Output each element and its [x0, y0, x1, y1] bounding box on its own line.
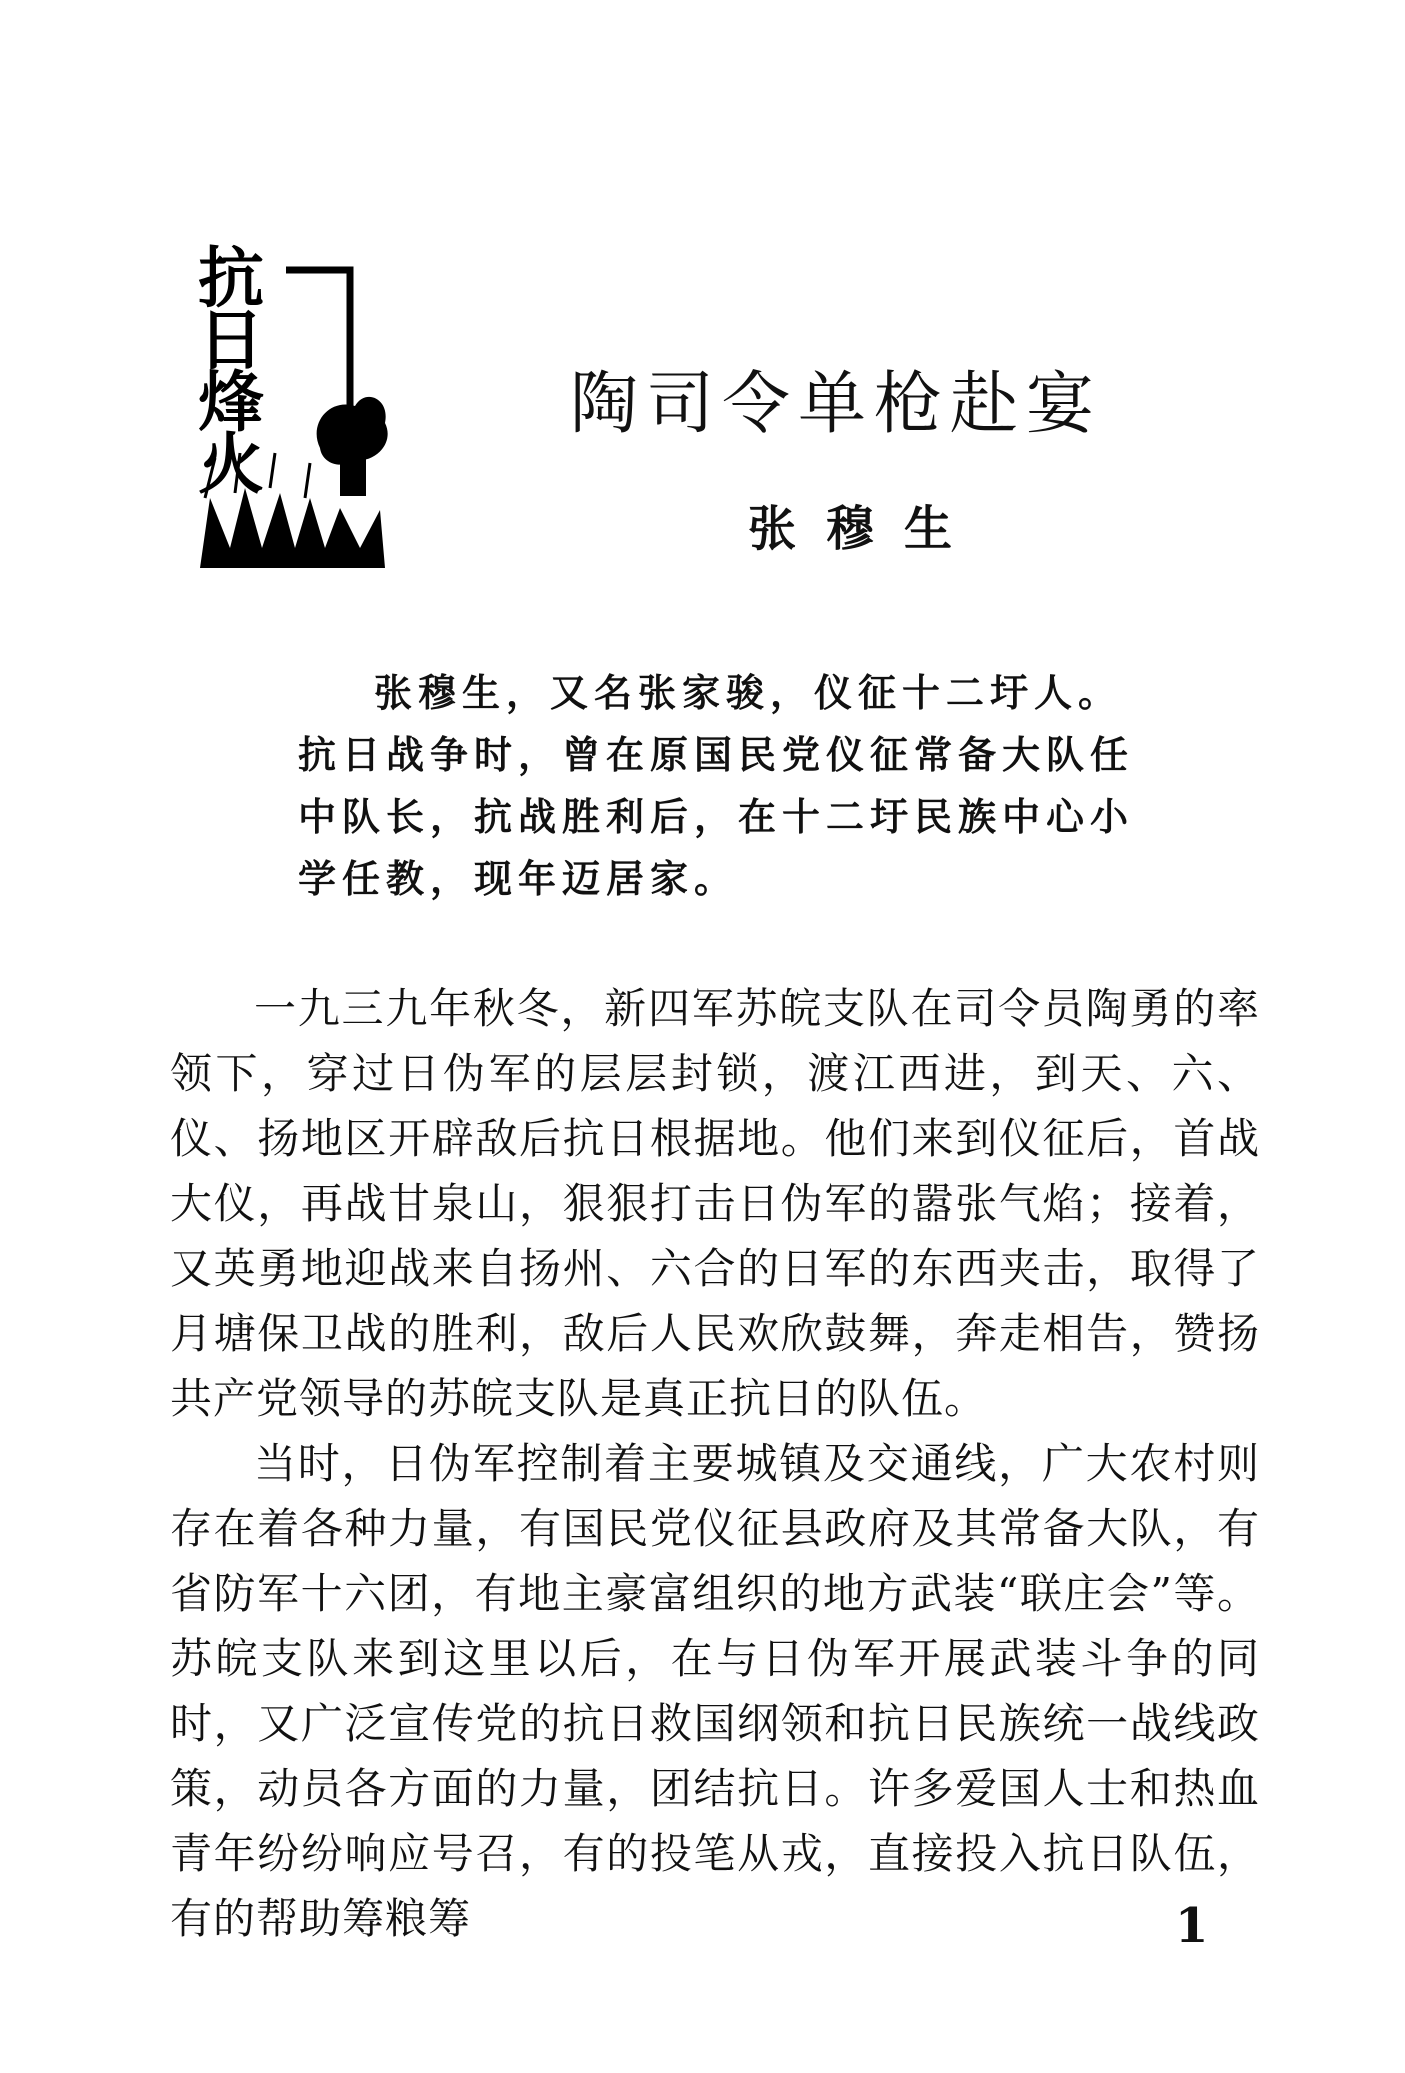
body-paragraph: 一九三九年秋冬，新四军苏皖支队在司令员陶勇的率领下，穿过日伪军的层层封锁，渡江西进，到天、六、仪、扬地区开辟敌后抗日根据地。他们来到仪征后，首战大仪，再战甘泉山，狠狠打击日伪军的嚣张气焰；接着，又英勇地迎战来自扬州、六合的日军的东西夹击，取得了月塘保卫战的胜利，敌后人民欢欣鼓舞，奔走相告，赞扬共产党领导的苏皖支队是真正抗日的队伍。 [170, 984, 1260, 1423]
logo-char: 烽 [198, 364, 264, 441]
body-paragraph: 当时，日伪军控制着主要城镇及交通线，广大农村则存在着各种力量，有国民党仪征县政府及其常备大队，有省防军十六团，有地主豪富组织的地方武装“联庄会”等。苏皖支队来到这里以后，在与日伪军开展武装斗争的同时，又广泛宣传党的抗日救国纲领和抗日民族统一战线政策，动员各方面的力量，团结抗日。许多爱国人士和热血青年纷纷响应号召，有的投笔从戎，直接投入抗日队伍，有的帮助筹粮筹 [170, 1439, 1260, 1943]
page-number: 1 [1175, 1898, 1209, 1954]
bio-paragraph: 张穆生，又名张家骏，仪征十二圩人。抗日战争时，曾在原国民党仪征常备大队任中队长，抗战胜利后，在十二圩民族中心小学任教，现年迈居家。 [298, 670, 1135, 901]
column-logo [190, 240, 395, 578]
article-title: 陶司令单枪赴宴 [570, 365, 1103, 444]
logo-text [198, 240, 296, 503]
logo-char: 抗 [198, 240, 264, 317]
logo-char: 日 [198, 302, 264, 379]
article-body [170, 976, 1260, 1951]
author-name: 张穆生 [748, 501, 983, 557]
logo-char: 火 [198, 426, 264, 503]
author-bio [298, 662, 1148, 910]
